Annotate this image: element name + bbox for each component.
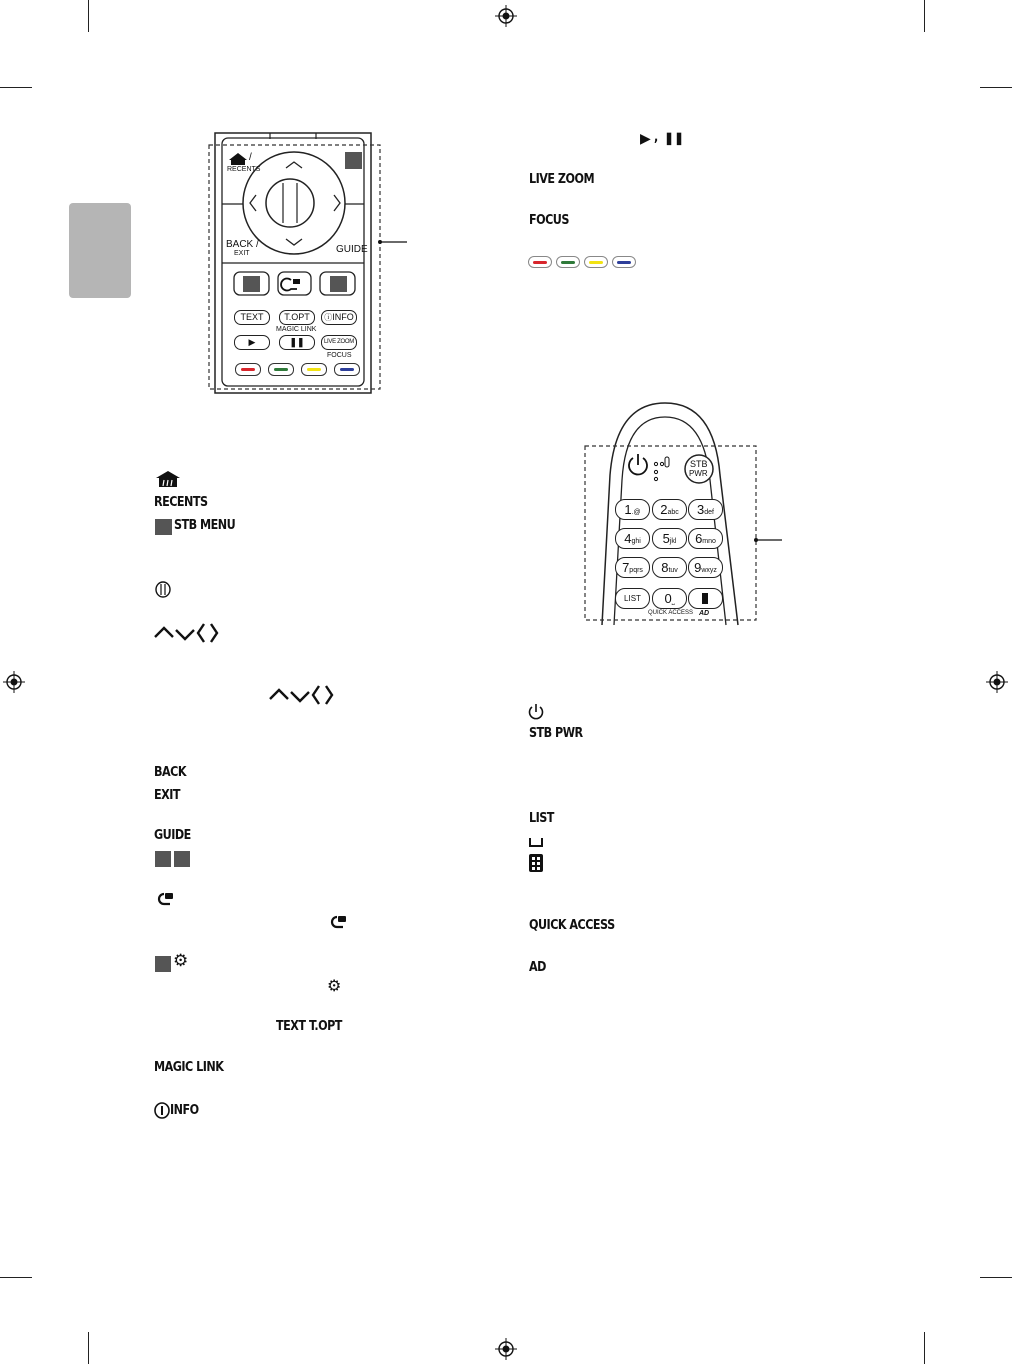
- play-pause-separator: ,: [654, 130, 658, 145]
- gear-icon-inline: ⚙: [327, 976, 342, 995]
- exit-label: EXIT: [234, 250, 250, 257]
- gear-icon: ⚙: [173, 951, 189, 971]
- live-zoom-text: LIVE ZOOM: [529, 172, 595, 187]
- number-square-icon-2: [174, 851, 190, 867]
- stb-pwr-line1: STB: [690, 459, 708, 469]
- back-text: BACK: [154, 765, 186, 780]
- list-text: LIST: [529, 811, 554, 826]
- input-icon: [155, 891, 175, 907]
- list-key[interactable]: LIST: [615, 588, 650, 609]
- key-8[interactable]: 8tuv: [652, 557, 687, 578]
- settings-square-icon: [155, 956, 171, 972]
- stb-pwr-line2: PWR: [689, 469, 708, 478]
- stb-pwr-text: STB PWR: [529, 726, 583, 741]
- remote-top-illustration: [0, 0, 420, 400]
- green-button[interactable]: [268, 363, 294, 376]
- quick-access-icon: [702, 593, 708, 604]
- info-text: INFO: [170, 1103, 199, 1118]
- focus-label: FOCUS: [327, 352, 352, 359]
- zero-key[interactable]: 0⎵: [652, 588, 687, 609]
- quick-access-key[interactable]: [688, 588, 723, 609]
- quick-access-label: QUICK ACCESS: [648, 610, 694, 616]
- key-6[interactable]: 6mno: [688, 528, 723, 549]
- back-label: BACK /: [226, 239, 259, 250]
- key-4[interactable]: 4ghi: [615, 528, 650, 549]
- topt-button[interactable]: T.OPT: [279, 310, 315, 325]
- topt-inline: T.OPT: [309, 1019, 342, 1034]
- key-2[interactable]: 2abc: [652, 499, 687, 520]
- pause-button[interactable]: [279, 335, 315, 350]
- blue-pill-icon: [612, 256, 636, 268]
- text-inline: TEXT: [276, 1019, 306, 1034]
- stb-menu-square-icon: [155, 519, 172, 535]
- wheel-icon: [155, 581, 171, 598]
- live-zoom-button[interactable]: LIVE ZOOM: [321, 335, 357, 350]
- key-1[interactable]: 1.@: [615, 499, 650, 520]
- key-3[interactable]: 3def: [688, 499, 723, 520]
- stb-menu-text: STB MENU: [174, 518, 236, 533]
- quick-access-text: QUICK ACCESS: [529, 918, 615, 933]
- pause-icon: ❚❚: [664, 131, 685, 145]
- key-5[interactable]: 5jkl: [652, 528, 687, 549]
- play-icon: ▶: [248, 337, 256, 347]
- number-square-icon-1: [155, 851, 171, 867]
- recents-label: RECENTS: [227, 166, 261, 173]
- settings-button-square[interactable]: [330, 276, 347, 292]
- power-icon: [528, 703, 544, 720]
- space-icon: [529, 836, 543, 848]
- text-button[interactable]: TEXT: [234, 310, 270, 325]
- registration-mark-left: [3, 671, 25, 693]
- key-7[interactable]: 7pqrs: [615, 557, 650, 578]
- registration-mark-bottom: [495, 1338, 517, 1360]
- play-button[interactable]: [234, 335, 270, 350]
- guide-text: GUIDE: [154, 828, 191, 843]
- remote-bottom-illustration: [560, 395, 800, 635]
- focus-text: FOCUS: [529, 213, 569, 228]
- info-button[interactable]: ⓘINFO: [321, 310, 357, 325]
- play-icon: ▶: [640, 130, 651, 146]
- remote-top-outline: [0, 0, 420, 400]
- magic-link-text: MAGIC LINK: [154, 1060, 224, 1075]
- registration-mark-top: [495, 5, 517, 27]
- input-icon-inline: [328, 914, 348, 930]
- pause-icon: ❚❚: [289, 337, 305, 347]
- info-icon: [154, 1102, 170, 1119]
- home-icon: [155, 470, 181, 488]
- key-9[interactable]: 9wxyz: [688, 557, 723, 578]
- navigation-arrows-icon: [154, 622, 220, 644]
- red-pill-icon: [528, 256, 552, 268]
- registration-mark-right: [986, 671, 1008, 693]
- stb-menu-square[interactable]: [345, 152, 362, 169]
- recents-text: RECENTS: [154, 495, 208, 510]
- navigation-arrows-icon-inline: [269, 684, 335, 706]
- blue-button[interactable]: [334, 363, 360, 376]
- exit-text: EXIT: [154, 788, 180, 803]
- yellow-button[interactable]: [301, 363, 327, 376]
- info-icon: ⓘ: [324, 313, 333, 322]
- yellow-pill-icon: [584, 256, 608, 268]
- ad-label: AD: [699, 610, 710, 617]
- home-slash-label: /: [249, 152, 252, 163]
- guide-label: GUIDE: [336, 244, 368, 255]
- quick-access-icon: [529, 854, 543, 872]
- ad-text: AD: [529, 960, 546, 975]
- number-button-square[interactable]: [243, 276, 260, 292]
- green-pill-icon: [556, 256, 580, 268]
- magic-link-label: MAGIC LINK: [276, 326, 317, 333]
- red-button[interactable]: [235, 363, 261, 376]
